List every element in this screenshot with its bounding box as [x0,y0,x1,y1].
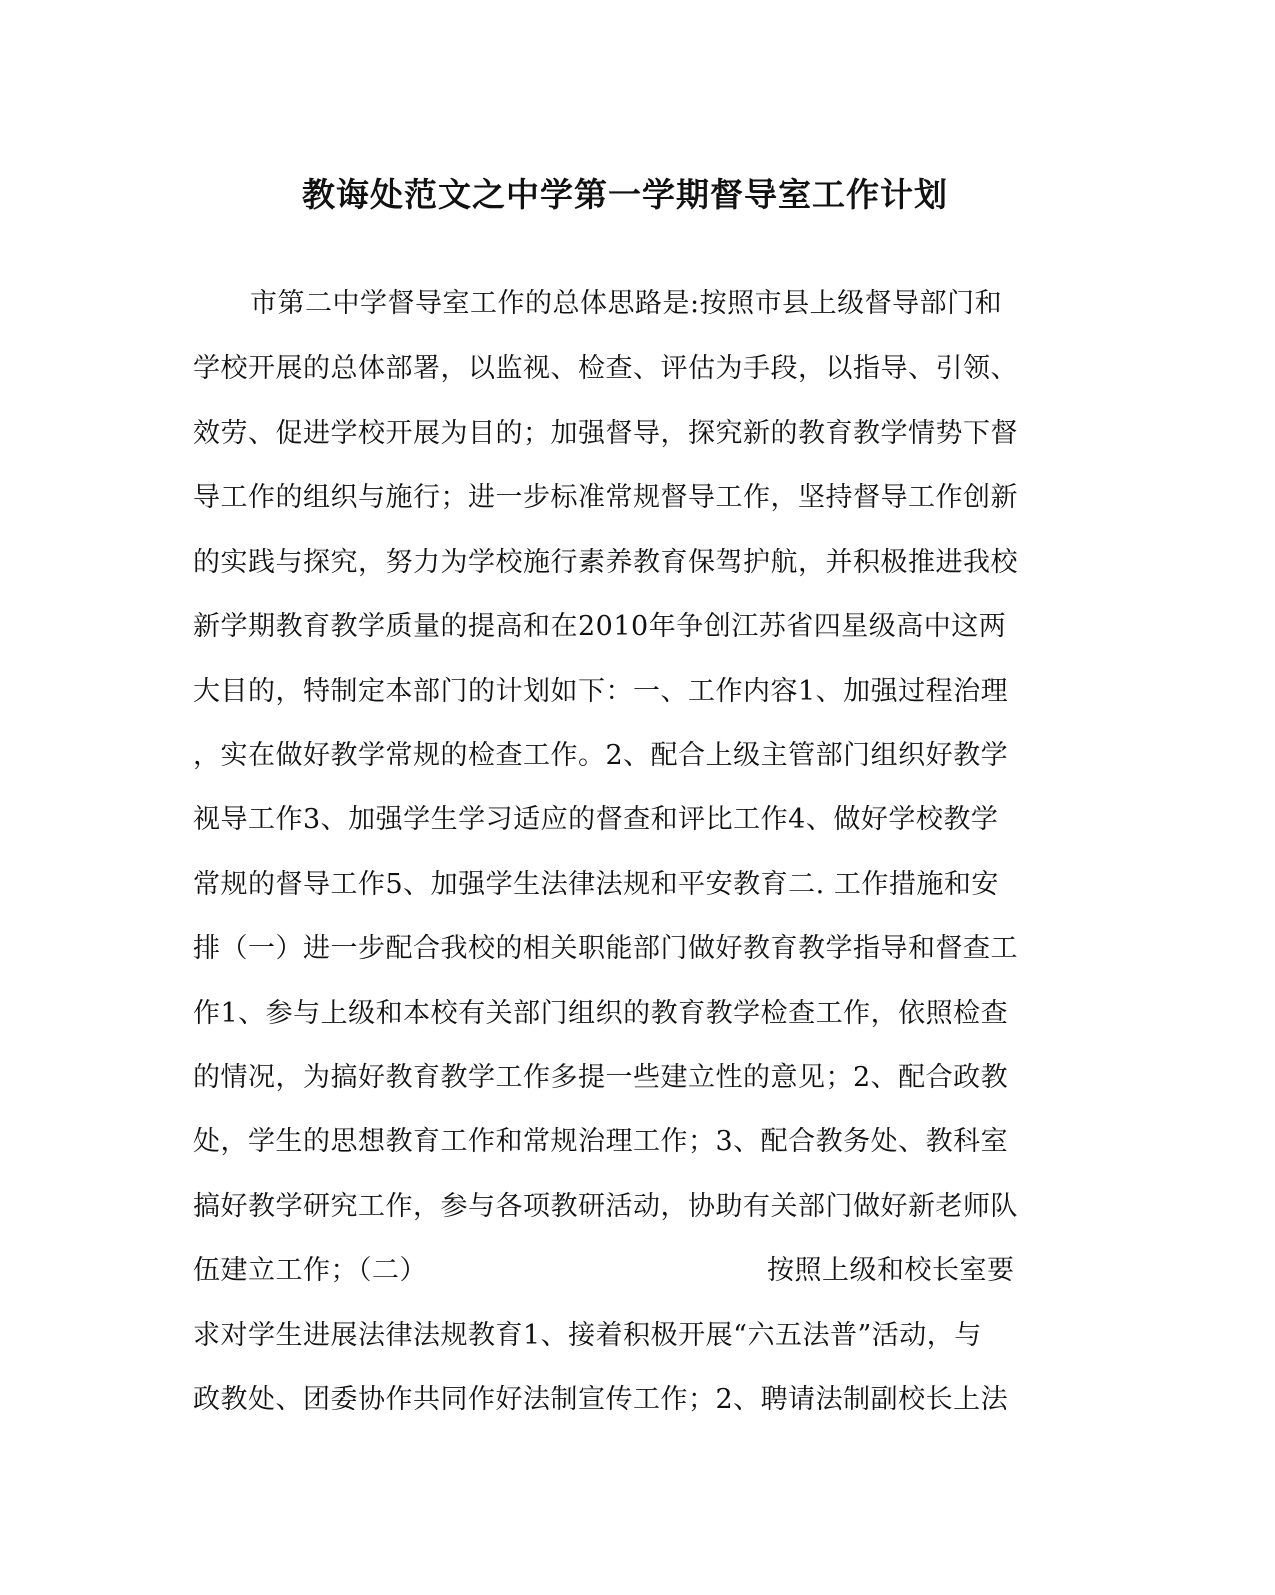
document-title: 教诲处范文之中学第一学期督导室工作计划 [302,175,948,214]
paragraph-line: 市第二中学督导室工作的总体思路是:按照市县上级督导部门和 [250,288,1003,319]
paragraph-line: 作1、参与上级和本校有关部门组织的教育教学检查工作，依照检查 [193,998,1009,1029]
paragraph-line: 的情况，为搞好教育教学工作多提一些建立性的意见；2、配合政教 [193,1062,1009,1093]
paragraph-line-right: 按照上级和校长室要 [767,1255,1015,1286]
paragraph-line-split [193,1251,1015,1291]
paragraph-line: ，实在做好教学常规的检查工作。2、配合上级主管部门组织好教学 [193,740,1009,771]
paragraph-line: 新学期教育教学质量的提高和在2010年争创江苏省四星级高中这两 [193,611,1007,642]
paragraph-line: 的实践与探究，努力为学校施行素养教育保驾护航，并积极推进我校 [193,547,1018,578]
paragraph-line: 导工作的组织与施行；进一步标准常规督导工作，坚持督导工作创新 [193,482,1018,513]
paragraph-line: 政教处、团委协作共同作好法制宣传工作；2、聘请法制副校长上法 [193,1384,1009,1415]
paragraph-line: 处，学生的思想教育工作和常规治理工作；3、配合教务处、教科室 [193,1126,1009,1157]
paragraph-line: 搞好教学研究工作，参与各项教研活动，协助有关部门做好新老师队 [193,1191,1018,1222]
paragraph-line: 求对学生进展法律法规教育1、接着积极开展“六五法普”活动，与 [193,1320,982,1351]
paragraph-line: 常规的督导工作5、加强学生法律法规和平安教育二. 工作措施和安 [193,869,999,900]
paragraph-line-left: 伍建立工作；（二） [193,1255,427,1286]
paragraph-line: 视导工作3、加强学生学习适应的督查和评比工作4、做好学校教学 [193,804,999,835]
paragraph-line: 排（一）进一步配合我校的相关职能部门做好教育教学指导和督查工 [193,933,1018,964]
paragraph-line: 大目的，特制定本部门的计划如下：一、工作内容1、加强过程治理 [193,676,1009,707]
paragraph-line: 效劳、促进学校开展为目的；加强督导，探究新的教育教学情势下督 [193,418,1018,449]
paragraph-line: 学校开展的总体部署，以监视、检查、评估为手段，以指导、引领、 [193,353,1018,384]
line-gap [427,1278,767,1279]
